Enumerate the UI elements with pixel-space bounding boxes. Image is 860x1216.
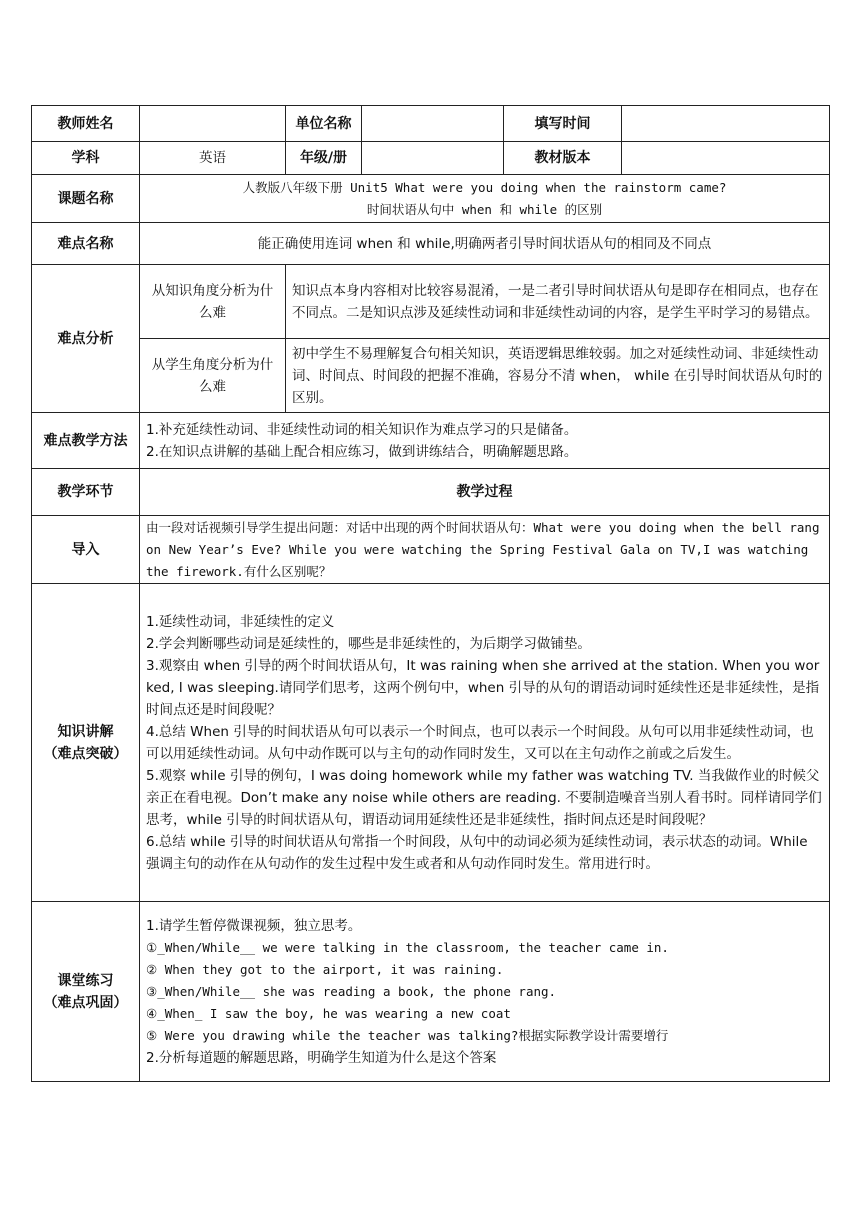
practice-item: ③_When/While__ she was reading a book, the phone rang. — [146, 983, 557, 999]
practice-item: ①_When/While__ we were talking in the classroom, the teacher came in. — [146, 939, 669, 955]
analysis-row-knowledge — [32, 265, 830, 339]
header-row-2 — [32, 142, 830, 175]
grade-label: 年级/册 — [286, 142, 362, 175]
topic-line-1: 人教版八年级下册 Unit5 What were you doing when the rainstorm came? — [242, 179, 727, 195]
method-item: 1.补充延续性动词、非延续性动词的相关知识作为难点学习的只是储备。 — [146, 421, 578, 438]
textbook-label: 教材版本 — [504, 142, 622, 175]
practice-item: 2.分析每道题的解题思路，明确学生知道为什么是这个答案 — [146, 1049, 497, 1066]
intro-label: 导入 — [32, 516, 140, 584]
practice-label-line-2: （难点巩固） — [43, 994, 128, 1011]
knowledge-angle-label: 从知识角度分析为什么难 — [140, 265, 286, 339]
unit-name-label: 单位名称 — [286, 106, 362, 142]
method-row — [32, 413, 830, 469]
practice-item: 1.请学生暂停微课视频，独立思考。 — [146, 917, 362, 934]
method-text[interactable] — [140, 413, 830, 469]
lecture-item: 4.总结 When 引导的时间状语从句可以表示一个时间点，也可以表示一个时间段。从句可以用非延续性动词，也可以用延续性动词。从句中动作既可以与主句的动作同时发生，又可以在主句动作之前或之后发生。 — [146, 723, 814, 762]
practice-item: ② When they got to the airport, it was raining. — [146, 961, 504, 977]
topic-value[interactable] — [140, 175, 830, 223]
lesson-plan-table — [31, 105, 830, 1082]
header-row-1 — [32, 106, 830, 142]
topic-label: 课题名称 — [32, 175, 140, 223]
stage-header: 教学环节 — [32, 469, 140, 516]
unit-name-field[interactable] — [362, 106, 504, 142]
topic-row — [32, 175, 830, 223]
teacher-name-label: 教师姓名 — [32, 106, 140, 142]
difficulty-row — [32, 223, 830, 265]
intro-row — [32, 516, 830, 584]
practice-item: ⑤ Were you drawing while the teacher was talking?根据实际教学设计需要增行 — [146, 1027, 669, 1043]
difficulty-value[interactable]: 能正确使用连词 when 和 while,明确两者引导时间状语从句的相同及不同点 — [140, 223, 830, 265]
student-angle-label: 从学生角度分析为什么难 — [140, 339, 286, 413]
lecture-label-line-1: 知识讲解 — [57, 723, 114, 740]
difficulty-label: 难点名称 — [32, 223, 140, 265]
lecture-text[interactable] — [140, 584, 830, 902]
teacher-name-field[interactable] — [140, 106, 286, 142]
method-label: 难点教学方法 — [32, 413, 140, 469]
lecture-item: 3.观察由 when 引导的两个时间状语从句，It was raining when she arrived at the station. When you worked, I was sleeping.请同学们思考，这两个例句中，when 引导的从句的谓语动词时延续性还是非延续性，是指时间点还是时间段呢？ — [146, 657, 820, 718]
process-header-row — [32, 469, 830, 516]
analysis-label: 难点分析 — [32, 265, 140, 413]
analysis-row-student — [32, 339, 830, 413]
fill-time-label: 填写时间 — [504, 106, 622, 142]
student-angle-text[interactable]: 初中学生不易理解复合句相关知识，英语逻辑思维较弱。加之对延续性动词、非延续性动词、时间点、时间段的把握不准确，容易分不清 when， while 在引导时间状语从句时的区别。 — [286, 339, 830, 413]
method-item: 2.在知识点讲解的基础上配合相应练习，做到讲练结合，明确解题思路。 — [146, 443, 578, 460]
fill-time-field[interactable] — [622, 106, 830, 142]
lecture-label-line-2: （难点突破） — [43, 745, 128, 762]
lecture-label — [32, 584, 140, 902]
lecture-item: 1.延续性动词，非延续性的定义 — [146, 613, 335, 630]
topic-line-2: 时间状语从句中 when 和 while 的区别 — [366, 201, 603, 217]
process-header: 教学过程 — [140, 469, 830, 516]
textbook-field[interactable] — [622, 142, 830, 175]
grade-field[interactable] — [362, 142, 504, 175]
lecture-row — [32, 584, 830, 902]
practice-label-line-1: 课堂练习 — [57, 972, 114, 989]
practice-text[interactable] — [140, 902, 830, 1082]
knowledge-angle-text[interactable]: 知识点本身内容相对比较容易混淆，一是二者引导时间状语从句是即存在相同点，也存在不同点。二是知识点涉及延续性动词和非延续性动词的内容，是学生平时学习的易错点。 — [286, 265, 830, 339]
practice-item: ④_When_ I saw the boy, he was wearing a new coat — [146, 1005, 511, 1021]
subject-value[interactable]: 英语 — [140, 142, 286, 175]
practice-label — [32, 902, 140, 1082]
lesson-plan-page — [31, 105, 829, 1082]
practice-row — [32, 902, 830, 1082]
lecture-item: 2.学会判断哪些动词是延续性的，哪些是非延续性的，为后期学习做铺垫。 — [146, 635, 591, 652]
lecture-item: 6.总结 while 引导的时间状语从句常指一个时间段，从句中的动词必须为延续性动词，表示状态的动词。While 强调主句的动作在从句动作的发生过程中发生或者和从句动作同时发生。常用进行时。 — [146, 833, 808, 872]
lecture-item: 5.观察 while 引导的例句，I was doing homework while my father was watching TV. 当我做作业的时候父亲正在看电视。Don’t make any noise while others are reading. 不要制造噪音当别人看书时。同样请同学们思考，while 引导的时间状语从句，谓语动词用延续性还是非延续性，指时间点还是时间段呢？ — [146, 767, 822, 828]
subject-label: 学科 — [32, 142, 140, 175]
intro-text[interactable]: 由一段对话视频引导学生提出问题：对话中出现的两个时间状语从句：What were you doing when the bell rang on New Year’s Eve? While you were watching the Spring Festival Gala on TV,I was watching the firework.有什么区别呢？ — [140, 516, 830, 584]
